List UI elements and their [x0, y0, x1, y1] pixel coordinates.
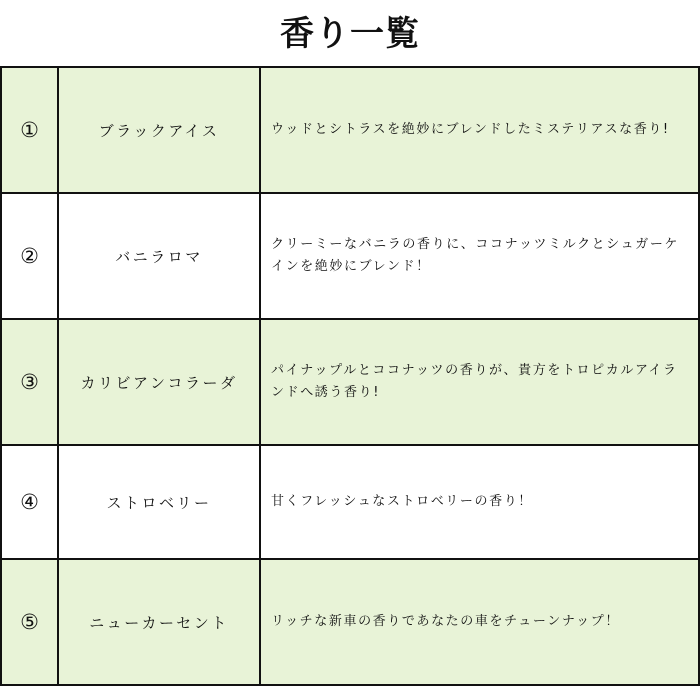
table-row: [1, 445, 699, 559]
scent-description: リッチな新車の香りであなたの車をチューンナップ！: [260, 559, 699, 685]
scent-number: ②: [1, 193, 58, 319]
table-row: [1, 559, 699, 685]
scent-description: 甘くフレッシュなストロベリーの香り！: [260, 445, 699, 559]
table-row: [1, 67, 699, 193]
scent-number: ④: [1, 445, 58, 559]
scent-description: パイナップルとココナッツの香りが、貴方をトロピカルアイランドへ誘う香り!: [260, 319, 699, 445]
scent-name: ストロベリー: [58, 445, 260, 559]
scent-description: クリーミーなバニラの香りに、ココナッツミルクとシュガーケインを絶妙にブレンド！: [260, 193, 699, 319]
scent-name: バニラロマ: [58, 193, 260, 319]
scent-number: ①: [1, 67, 58, 193]
scent-table-body: [1, 67, 699, 685]
scent-number: ⑤: [1, 559, 58, 685]
page-title: 香り一覧: [280, 14, 420, 54]
table-row: [1, 193, 699, 319]
scent-name: ニューカーセント: [58, 559, 260, 685]
scent-table: [0, 66, 700, 686]
scent-name: ブラックアイス: [58, 67, 260, 193]
scent-description: ウッドとシトラスを絶妙にブレンドしたミステリアスな香り!: [260, 67, 699, 193]
scent-name: カリビアンコラーダ: [58, 319, 260, 445]
table-row: [1, 319, 699, 445]
scent-number: ③: [1, 319, 58, 445]
